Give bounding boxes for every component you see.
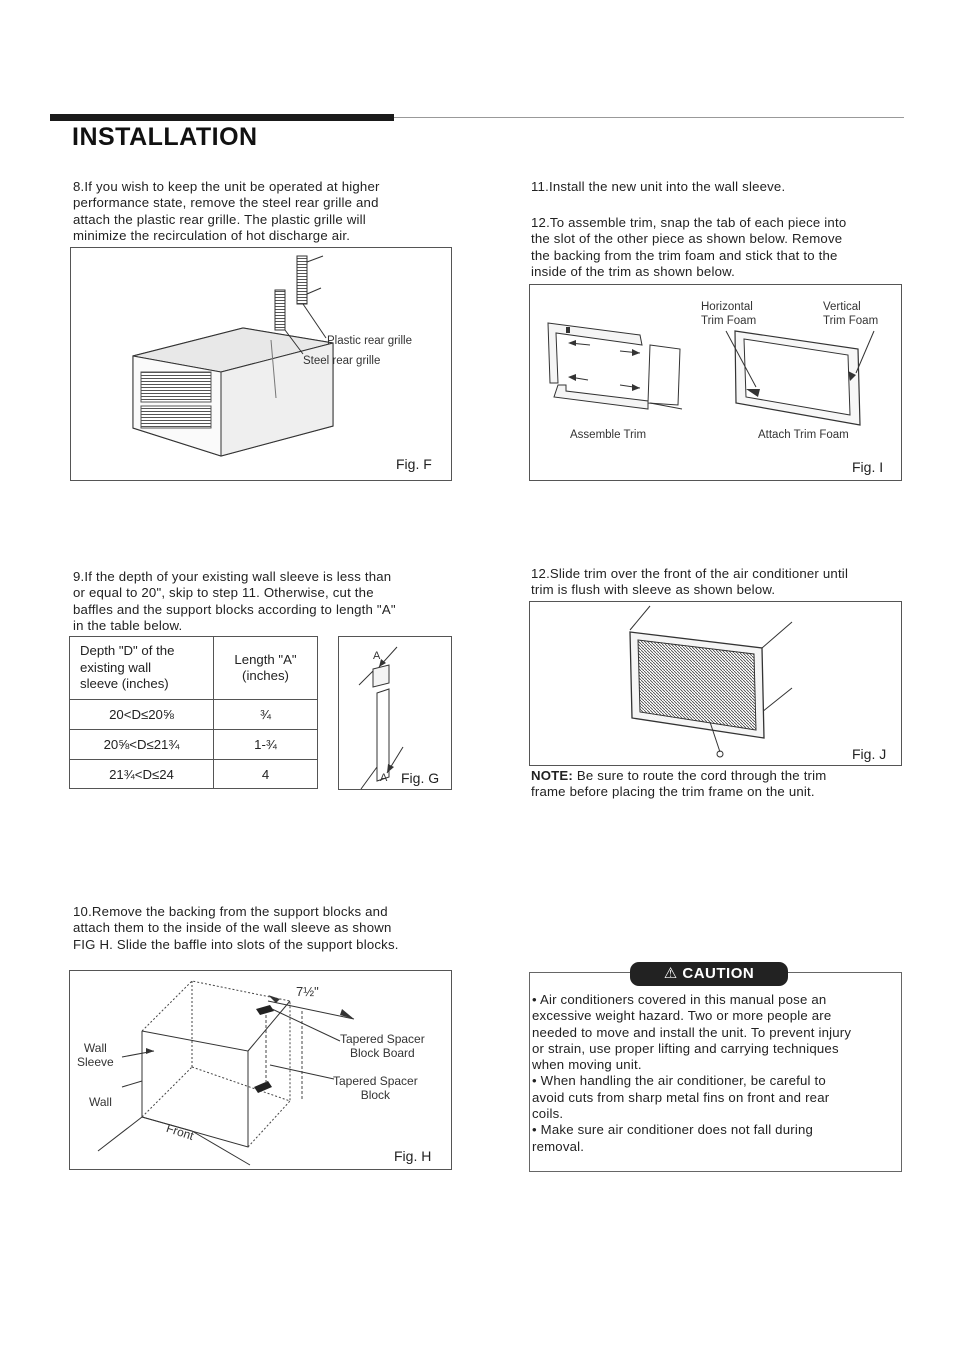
header-line: (inches): [242, 668, 289, 683]
caution-line: needed to move and install the unit. To prevent injury: [532, 1024, 852, 1040]
text-line: baffles and the support blocks according to length "A": [73, 601, 396, 617]
label-line: Trim Foam: [701, 315, 757, 327]
caution-line: • Make sure air conditioner does not fall during: [532, 1122, 814, 1138]
text-line: the slot of the other piece as shown below. Remove: [531, 231, 843, 247]
label-line: Vertical: [823, 301, 861, 313]
figure-i-label: Fig. I: [852, 459, 884, 475]
figure-g-illustration: [339, 637, 453, 791]
label-line: Wall: [83, 1041, 107, 1055]
caution-line: • Air conditioners covered in this manual pose an: [532, 992, 827, 1007]
figure-f: [70, 247, 452, 481]
label-front: Front: [164, 1121, 196, 1143]
figure-i: [529, 284, 902, 481]
label-line: Tapered Spacer: [340, 1032, 425, 1046]
figure-h-illustration: [70, 971, 453, 1171]
caution-line: when moving unit.: [532, 1057, 642, 1073]
caution-line: avoid cuts from sharp metal fins on front and rear: [532, 1089, 830, 1105]
step8-text: [73, 179, 454, 244]
cell-depth: 21¾<D≤24: [70, 760, 214, 789]
note-line: [531, 768, 905, 784]
note-text: [531, 768, 905, 801]
callout-steel-rear-grille: Steel rear grille: [303, 355, 381, 367]
caution-line: removal.: [532, 1138, 585, 1154]
cell-length: 4: [214, 760, 318, 789]
caution-line: • When handling the air conditioner, be careful to: [532, 1073, 826, 1089]
caution-text: [532, 992, 900, 1155]
label-line: Block Board: [350, 1046, 415, 1060]
cell-length: 1-¾: [214, 730, 318, 760]
text-line: the backing from the trim foam and stick that to the: [531, 247, 838, 263]
note-line1: Be sure to route the cord through the trim: [573, 768, 827, 783]
note-label: NOTE:: [531, 768, 574, 783]
label-a-top: A: [373, 650, 381, 662]
text-line: trim is flush with sleeve as shown below.: [531, 582, 776, 598]
text-line: 9.If the depth of your existing wall sleeve is less than: [73, 569, 392, 584]
text-line: 10.Remove the backing from the support blocks and: [73, 904, 388, 919]
text-line: 12.To assemble trim, snap the tab of each piece into: [531, 215, 847, 230]
cell-length: ¾: [214, 700, 318, 730]
header-bar: [50, 114, 394, 121]
step11-text: 11.Install the new unit into the wall sleeve.: [531, 179, 786, 194]
text-line: FIG H. Slide the baffle into slots of the support blocks.: [73, 936, 399, 952]
caution-line: or strain, use proper lifting and carrying techniques: [532, 1040, 839, 1056]
text-line: performance state, remove the steel rear grille and: [73, 195, 379, 211]
text-line: or equal to 20", skip to step 11. Otherwise, cut the: [73, 585, 374, 601]
callout-plastic-rear-grille: Plastic rear grille: [327, 335, 412, 347]
label-line: Trim Foam: [823, 315, 879, 327]
header-line: existing wall: [80, 659, 152, 675]
text-line: attach the plastic rear grille. The plastic grille will: [73, 211, 366, 227]
text-line: 8.If you wish to keep the unit be operated at higher: [73, 179, 380, 194]
caution-line: excessive weight hazard. Two or more people are: [532, 1008, 832, 1024]
dimension-label: 7½": [296, 984, 319, 999]
figure-j: [529, 601, 902, 766]
note-line2: frame before placing the trim frame on the unit.: [531, 784, 815, 800]
text-line: in the table below.: [73, 617, 183, 633]
label-a-bottom: A: [380, 772, 388, 784]
label-line: Tapered Spacer: [333, 1074, 418, 1088]
text-line: inside of the trim as shown below.: [531, 263, 735, 279]
caption-assemble-trim: Assemble Trim: [570, 429, 647, 441]
label-wall: Wall: [89, 1095, 112, 1109]
caption-attach-trim-foam: Attach Trim Foam: [758, 429, 849, 441]
header-length: [214, 637, 318, 700]
cell-depth: 20<D≤20⅝: [70, 700, 214, 730]
figure-f-illustration: [71, 248, 453, 482]
text-line: minimize the recirculation of hot discharge air.: [73, 227, 351, 243]
figure-h-label: Fig. H: [394, 1148, 432, 1164]
text-line: 12.Slide trim over the front of the air conditioner until: [531, 566, 849, 581]
table-row: [70, 760, 318, 789]
step12b-text: [531, 566, 905, 599]
label-line: Horizontal: [701, 301, 753, 313]
header-rule: [394, 117, 904, 118]
figure-f-label: Fig. F: [396, 456, 432, 472]
step10-text: [73, 904, 454, 953]
figure-g: [338, 636, 452, 790]
depth-length-table: [69, 636, 318, 789]
caution-line: coils.: [532, 1106, 564, 1122]
label-tapered-spacer-block: [333, 1074, 418, 1102]
label-line: Sleeve: [77, 1055, 114, 1069]
header-depth: [70, 637, 214, 700]
label-vertical-trim-foam: [823, 300, 878, 328]
figure-g-label: Fig. G: [401, 770, 440, 786]
header-line: Length "A": [234, 651, 297, 667]
header-line: sleeve (inches): [80, 676, 169, 692]
header-line: Depth "D" of the: [80, 643, 175, 659]
figure-h: [69, 970, 452, 1170]
page-title: INSTALLATION: [72, 123, 258, 151]
label-line: Block: [360, 1088, 391, 1102]
table-header-row: [70, 637, 318, 700]
label-wall-sleeve: [77, 1041, 114, 1069]
cell-depth: 20⅝<D≤21¾: [70, 730, 214, 760]
caution-badge: ⚠ CAUTION: [630, 962, 788, 986]
table-row: [70, 730, 318, 760]
text-line: attach them to the inside of the wall sleeve as shown: [73, 920, 392, 936]
label-horizontal-trim-foam: [701, 300, 756, 328]
step12a-text: [531, 215, 905, 280]
label-tapered-spacer-block-board: [340, 1032, 425, 1060]
figure-j-illustration: [530, 602, 903, 767]
step9-text: [73, 569, 454, 634]
table-row: [70, 700, 318, 730]
figure-j-label: Fig. J: [852, 746, 887, 762]
